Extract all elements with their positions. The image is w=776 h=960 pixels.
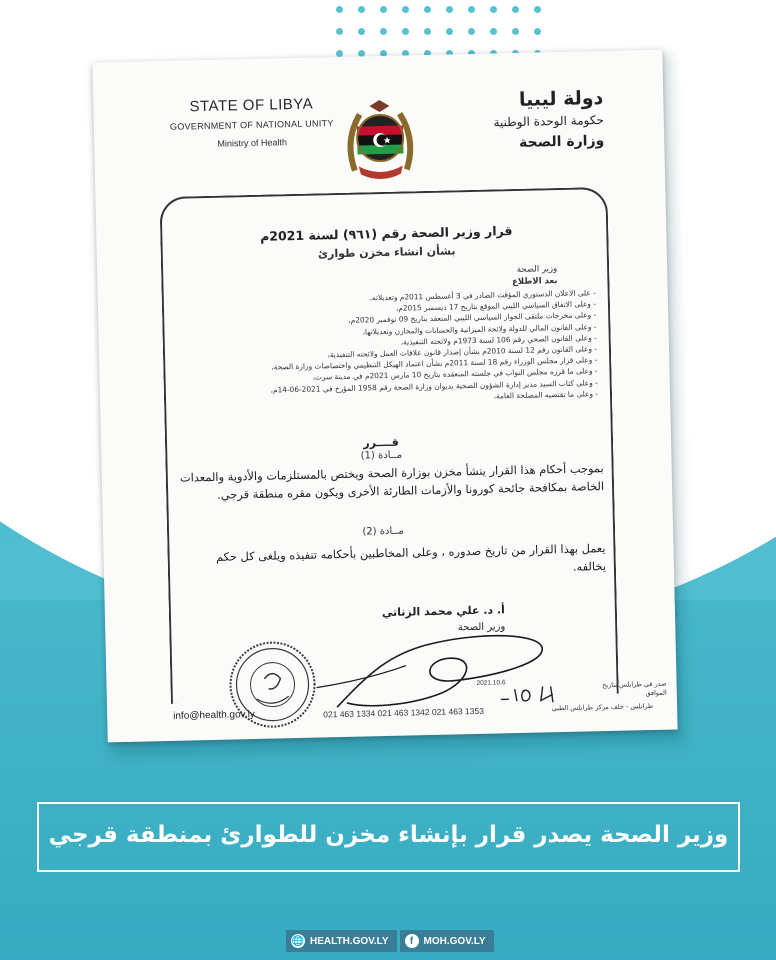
decree-document <box>92 50 677 743</box>
issued-label-line: صدر في طرابلس بتاريخ <box>602 679 667 690</box>
website-label: HEALTH.GOV.LY <box>310 935 389 947</box>
caption-box <box>37 802 740 872</box>
decorative-dot <box>336 28 343 35</box>
decorative-dot <box>534 28 541 35</box>
footer-email: info@health.gov.ly <box>173 709 256 722</box>
decorative-dot <box>424 6 431 13</box>
decorative-dot <box>490 6 497 13</box>
decorative-dot <box>336 6 343 13</box>
decree-title: قرار وزير الصحة رقم (٩٦١) لسنة 2021م <box>259 223 513 244</box>
letterhead-ministry: Ministry of Health <box>217 137 288 149</box>
preamble-line: - وعلى الاتفاق السياسي الليبي الموقع بتاريخ 17 ديسمبر 2015م، <box>395 299 597 313</box>
signatory-name: أ. د. علي محمد الزناتي <box>381 603 506 620</box>
preamble-line: - على الاعلان الدستوري المؤقت الصادر في 3 أغسطس 2011م وتعديلاته، <box>369 288 596 303</box>
decorative-dot <box>380 28 387 35</box>
preamble-line: - وعلى القانون الصحي رقم 106 لسنة 1973م ولائحته التنفيذية، <box>400 332 597 347</box>
preamble-line: - وعلى ما تقتضيه المصلحة العامة، <box>493 388 599 401</box>
letterhead-ministry-ar: وزارة الصحة <box>518 132 605 151</box>
facebook-label: MOH.GOV.LY <box>423 935 486 947</box>
decides-heading: قــــرر <box>363 435 399 450</box>
article-2-label: مــادة (2) <box>362 525 404 538</box>
decorative-dot <box>424 28 431 35</box>
decorative-dot <box>402 28 409 35</box>
letterhead-state-ar: دولة ليبيا <box>518 86 604 111</box>
preamble-line: - وعلى القانون رقم 12 لسنة 2010م بشأن إصدار قانون علاقات العمل ولائحته التنفيذية، <box>327 344 598 360</box>
issued-label-line: الموافق <box>645 688 667 698</box>
preamble-line: - وعلى مخرجات ملتقى الحوار السياسي الليبي المنعقد بتاريخ 09 نوفمبر 2020م، <box>348 310 597 326</box>
letterhead-government: GOVERNMENT OF NATIONAL UNITY <box>169 118 334 132</box>
decorative-dot <box>358 28 365 35</box>
decorative-dot <box>446 6 453 13</box>
decree-subtitle: بشأن انشاء مخزن طوارئ <box>317 244 456 261</box>
decorative-dot <box>490 28 497 35</box>
preamble-line: - وعلى ما قرره مجلس النواب في جلسته المنعقدة بتاريخ 10 مارس 2021م في مدينة سرت، <box>312 366 598 383</box>
decorative-dot <box>446 28 453 35</box>
decorative-dot <box>512 6 519 13</box>
footer-address: طرابلس - خلف مركز طرابلس الطبي <box>551 701 654 713</box>
facebook-icon: f <box>405 934 419 948</box>
preamble <box>176 287 598 409</box>
decorative-dot <box>468 6 475 13</box>
preamble-line: - وعلى كتاب السيد مدير إدارة الشؤون الصحية بديوان وزارة الصحة رقم 1958 المؤرخ في 2021-06-14م، <box>270 377 598 395</box>
preamble-line: - وعلى قرار مجلس الوزراء رقم 18 لسنة 2011م بشأن اعتماد الهيكل التنظيمي واختصاصات وزارة الصحة، <box>271 355 598 372</box>
decorative-dot <box>380 6 387 13</box>
decorative-dot <box>402 6 409 13</box>
article-2-text: يعمل بهذا القرار من تاريخ صدوره ، وعلى المخاطبين بأحكامه تنفيذه ويلغى كل حكم يخالفه. <box>215 541 607 574</box>
letterhead-state: STATE OF LIBYA <box>189 95 314 116</box>
handwritten-date-text: 2021.10.6 <box>476 679 506 687</box>
facebook-link[interactable] <box>400 930 494 952</box>
article-1-text: بموجب أحكام هذا القرار ينشأ مخزن بوزارة الصحة ويختص بالمستلزمات والأدوية والمعدات الخاصة بمكافحة جائحة كورونا والأزمات الطارئة الأخرى ويكون مقره منطقة قرجي. <box>179 461 605 502</box>
caption-text: وزير الصحة يصدر قرار بإنشاء مخزن للطوارئ بمنطقة قرجي <box>48 822 729 848</box>
minister-label: وزير الصحة <box>516 264 558 275</box>
decorative-dot <box>358 6 365 13</box>
letterhead-government-ar: حكومة الوحدة الوطنية <box>493 112 604 130</box>
decorative-dot <box>512 28 519 35</box>
website-link[interactable] <box>286 930 397 952</box>
article-1-label: مــادة (1) <box>360 449 403 462</box>
footer-phones: 021 463 1334 021 463 1342 021 463 1353 <box>323 705 485 720</box>
review-label: بعد الاطلاع <box>511 276 558 288</box>
decorative-dot <box>534 6 541 13</box>
social-links <box>286 930 497 952</box>
preamble-line: - وعلى القانون المالي للدولة ولائحة الميزانية والحسابات والمخازن وتعديلاتها، <box>362 321 597 337</box>
libya-emblem-icon <box>339 99 421 185</box>
globe-icon: 🌐 <box>291 935 305 947</box>
letterhead-english <box>151 95 352 151</box>
letterhead-arabic <box>433 87 604 153</box>
decorative-dot <box>468 28 475 35</box>
signatory-role: وزير الصحة <box>457 621 506 634</box>
